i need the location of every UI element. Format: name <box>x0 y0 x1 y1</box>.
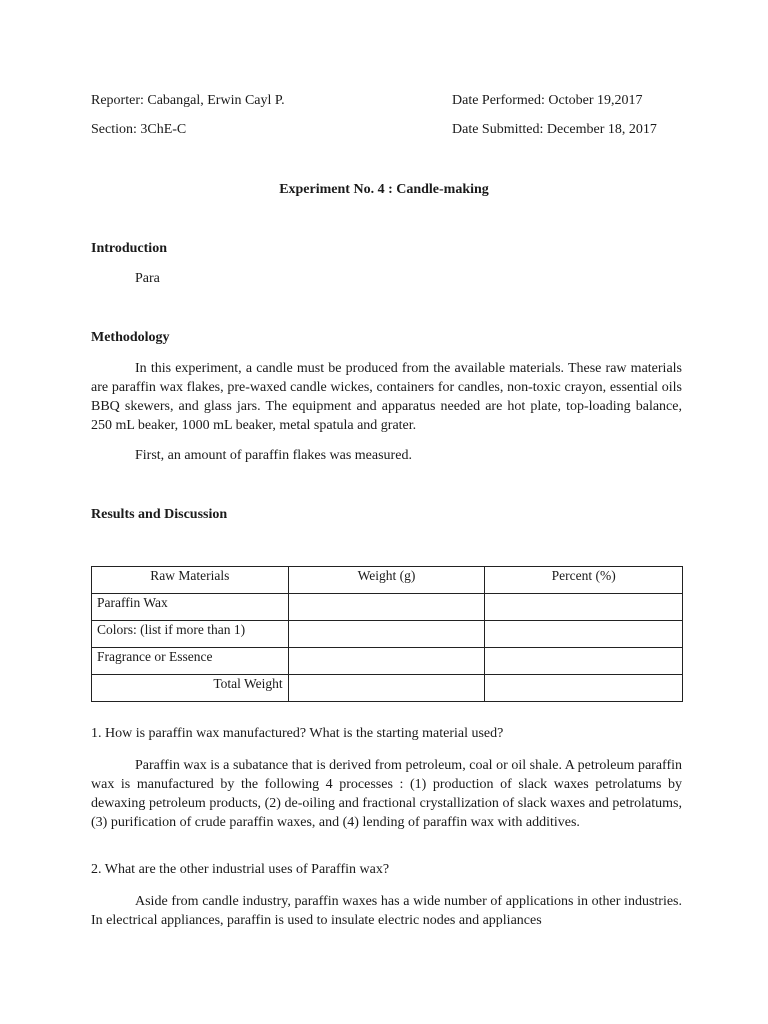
table-cell <box>288 594 485 621</box>
methodology-heading: Methodology <box>91 330 170 345</box>
table-cell <box>288 621 485 648</box>
answer-2: Aside from candle industry, paraffin waxes has a wide number of applications in other industries. In electrical appliances, paraffin is used to insulate electric nodes and appliances <box>91 894 682 928</box>
table-cell <box>485 648 683 675</box>
table-cell: Total Weight <box>92 675 289 702</box>
document-title: Experiment No. 4 : Candle-making <box>279 182 489 197</box>
introduction-heading: Introduction <box>91 241 167 256</box>
section-line: Section: 3ChE-C <box>91 122 187 137</box>
table-cell: Fragrance or Essence <box>92 648 289 675</box>
methodology-paragraph-2: First, an amount of paraffin flakes was measured. <box>135 448 412 463</box>
question-2: 2. What are the other industrial uses of Paraffin wax? <box>91 862 390 877</box>
table-cell: Paraffin Wax <box>92 594 289 621</box>
date-submitted-line: Date Submitted: December 18, 2017 <box>452 122 657 137</box>
table-row <box>92 621 683 648</box>
table-cell <box>485 621 683 648</box>
results-heading: Results and Discussion <box>91 507 228 522</box>
table-row <box>92 675 683 702</box>
table-cell: Colors: (list if more than 1) <box>92 621 289 648</box>
date-performed-line: Date Performed: October 19,2017 <box>452 93 643 108</box>
table-cell <box>288 675 485 702</box>
table-cell <box>485 594 683 621</box>
introduction-body: Para <box>135 271 160 286</box>
table-cell <box>485 675 683 702</box>
column-header: Percent (%) <box>485 567 683 594</box>
table-cell <box>288 648 485 675</box>
table-row <box>92 594 683 621</box>
table-row <box>92 648 683 675</box>
column-header: Raw Materials <box>92 567 289 594</box>
reporter-line: Reporter: Cabangal, Erwin Cayl P. <box>91 93 285 108</box>
table-header-row <box>92 567 683 594</box>
answer-1: Paraffin wax is a subatance that is derived from petroleum, coal or oil shale. A petroleum paraffin wax is manufactured by the following 4 processes : (1) production of slack waxes petrolatums by dewaxing petroleum products, (2) de-oiling and fractional crystallization of slack waxes and petrolatums, (3) purification of crude paraffin waxes, and (4) lending of paraffin wax with additives. <box>91 758 682 830</box>
question-1: 1. How is paraffin wax manufactured? What is the starting material used? <box>91 726 504 741</box>
results-table <box>91 566 683 702</box>
methodology-paragraph-1: In this experiment, a candle must be produced from the available materials. These raw materials are paraffin wax flakes, pre-waxed candle wickes, containers for candles, non-toxic crayon, essential oils BBQ skewers, and glass jars. The equipment and apparatus needed are hot plate, top-loading balance, 250 mL beaker, 1000 mL beaker, metal spatula and grater. <box>91 361 682 433</box>
column-header: Weight (g) <box>288 567 485 594</box>
